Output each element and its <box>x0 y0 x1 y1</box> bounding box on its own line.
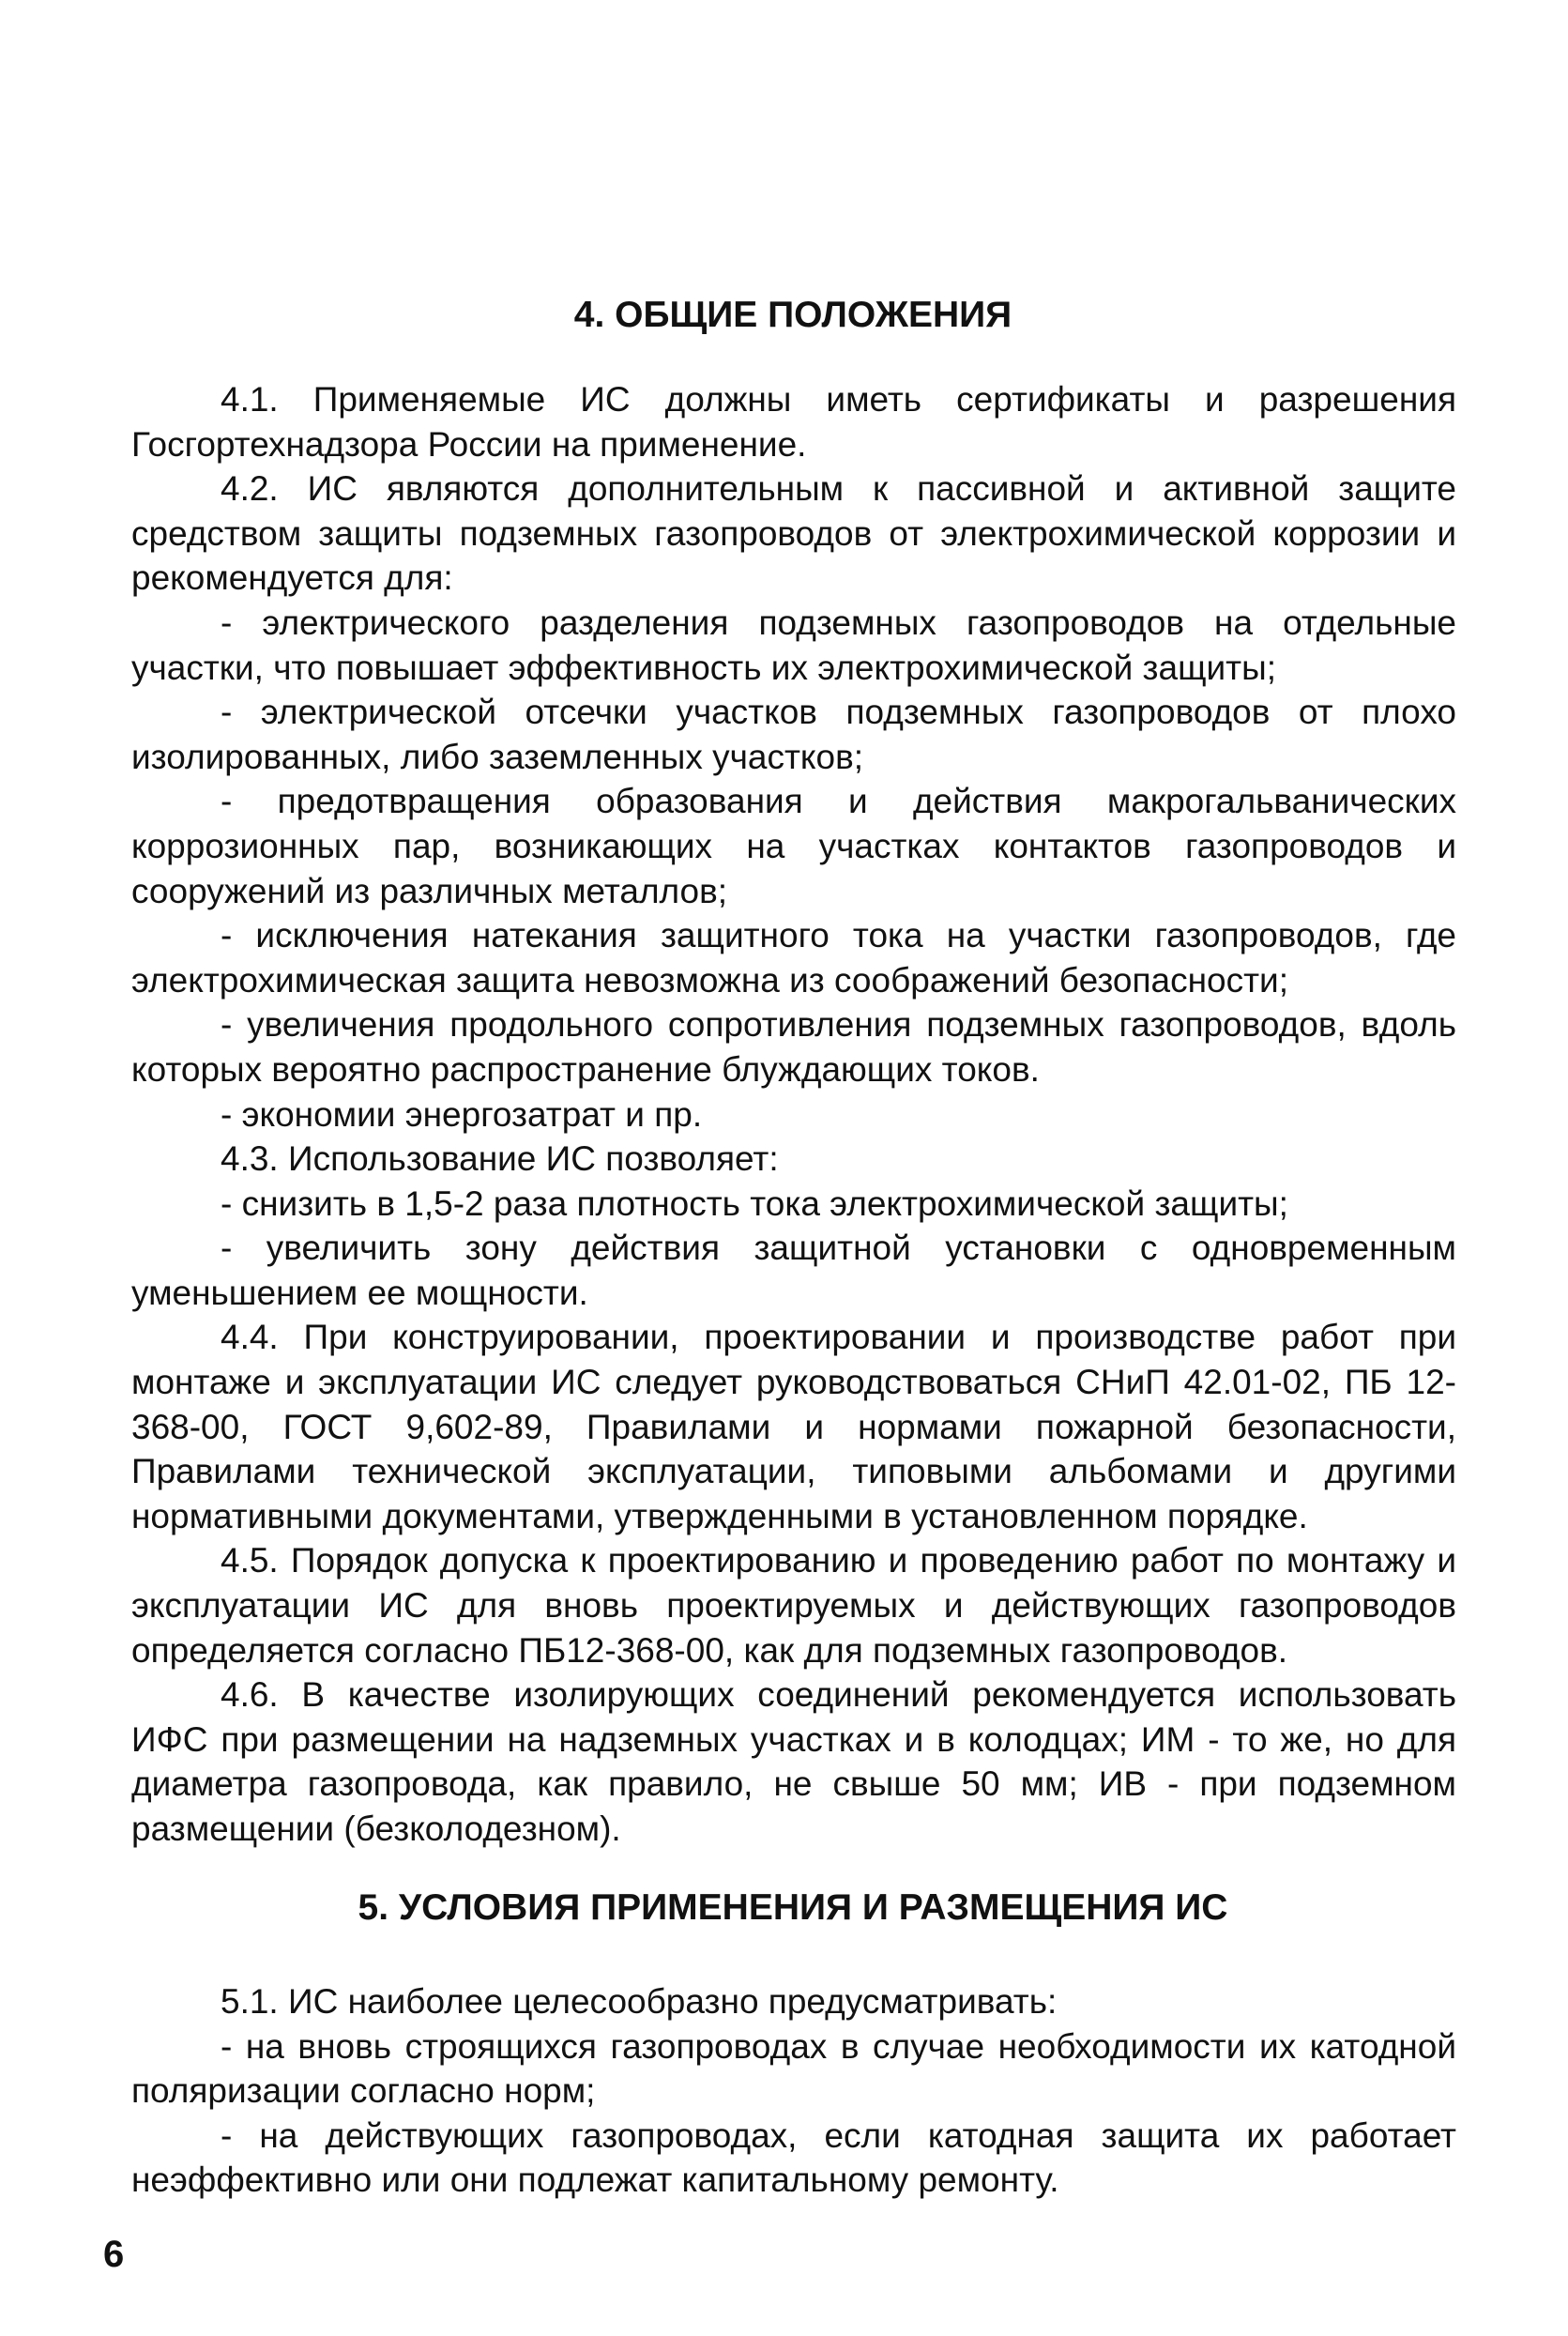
paragraph: 4.5. Порядок допуска к проектированию и проведению работ по монтажу и эксплуатации ИС для вновь проектируемых и действующих газопроводов определяется согласно ПБ12-368-00, как для подземных газопроводов. <box>131 1541 1456 1670</box>
list-item: - на действующих газопроводах, если катодная защита их работает неэффективно или они подлежат капитальному ремонту. <box>131 2115 1456 2200</box>
section-4-title: 4. ОБЩИЕ ПОЛОЖЕНИЯ <box>573 295 1012 335</box>
paragraph: 5.1. ИС наиболее целесообразно предусматривать: <box>221 1982 1058 2021</box>
page-number: 6 <box>103 2234 125 2275</box>
paragraph: 4.6. В качестве изолирующих соединений рекомендуется использовать ИФС при размещении на надземных участках и в колодцах; ИМ - то же, но для диаметра газопровода, как правило, не свыше 50 мм; ИВ - при подземном размещении (безколодезном). <box>131 1675 1456 1848</box>
list-item: - электрической отсечки участков подземных газопроводов от плохо изолированных, либо заземленных участков; <box>131 693 1456 776</box>
list-item: - на вновь строящихся газопроводах в случае необходимости их катодной поляризации согласно норм; <box>131 2026 1456 2111</box>
paragraph: 4.2. ИС являются дополнительным к пассивной и активной защите средством защиты подземных газопроводов от электрохимической коррозии и рекомендуется для: <box>131 469 1456 598</box>
list-item: - увеличения продольного сопротивления подземных газопроводов, вдоль которых вероятно распространение блуждающих токов. <box>131 1005 1456 1089</box>
section-5-title: 5. УСЛОВИЯ ПРИМЕНЕНИЯ И РАЗМЕЩЕНИЯ ИС <box>358 1887 1228 1928</box>
section-4-body <box>131 377 1456 1852</box>
list-item: - исключения натекания защитного тока на участки газопроводов, где электрохимическая защита невозможна из соображений безопасности; <box>131 916 1456 1000</box>
list-item: - предотвращения образования и действия макрогальванических коррозионных пар, возникающих на участках контактов газопроводов и сооружений из различных металлов; <box>131 782 1456 910</box>
paragraph: 4.3. Использование ИС позволяет: <box>221 1139 779 1179</box>
section-5-body <box>131 1979 1456 2203</box>
list-item: - экономии энергозатрат и пр. <box>221 1094 703 1134</box>
paragraph: 4.1. Применяемые ИС должны иметь сертификаты и разрешения Госгортехнадзора России на применение. <box>131 380 1456 464</box>
list-item: - электрического разделения подземных газопроводов на отдельные участки, что повышает эффективность их электрохимической защиты; <box>131 603 1456 687</box>
paragraph: 4.4. При конструировании, проектировании и производстве работ при монтаже и эксплуатации ИС следует руководствоваться СНиП 42.01-02, ПБ 12-368-00, ГОСТ 9,602-89, Правилами и нормами пожарной безопасности, Правилами технической эксплуатации, типовыми альбомами и другими нормативными документами, утвержденными в установленном порядке. <box>131 1318 1456 1535</box>
list-item: - снизить в 1,5-2 раза плотность тока электрохимической защиты; <box>221 1183 1288 1223</box>
list-item: - увеличить зону действия защитной установки с одновременным уменьшением ее мощности. <box>131 1229 1456 1312</box>
